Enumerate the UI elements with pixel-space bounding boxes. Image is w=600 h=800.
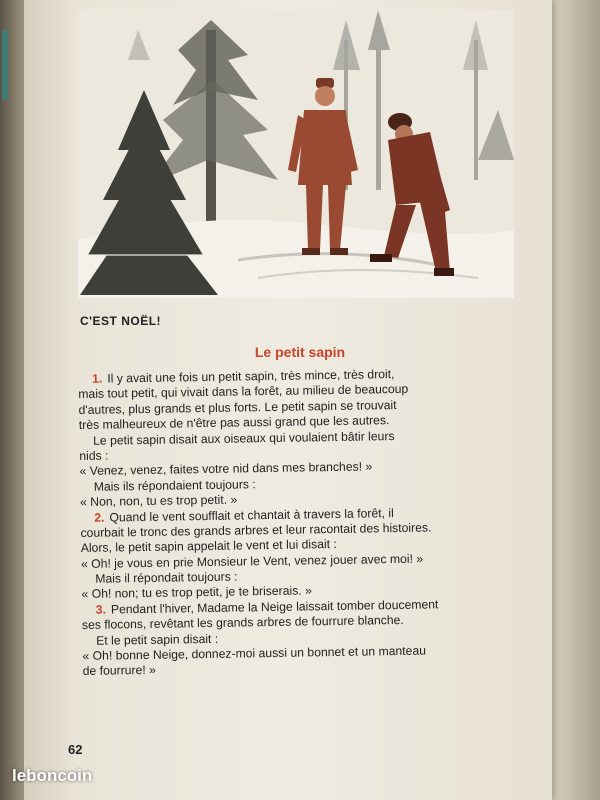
line-text: très malheureux de n'être pas aussi grand que les autres. (78, 413, 390, 433)
line-text: « Non, non, tu es trop petit. » (79, 492, 238, 510)
line-text: nids : (79, 448, 109, 463)
line-text: de fourrure! » (82, 663, 156, 679)
cover-tab (2, 30, 8, 100)
paragraph-number: 1. (91, 371, 103, 386)
line-text: d'autres, plus grands et plus forts. Le petit sapin se trouvait (78, 397, 397, 417)
section-heading: C'EST NOËL! (80, 314, 162, 328)
line-text: Alors, le petit sapin appelait le vent et lui disait : (80, 537, 337, 556)
line-text: Mais il répondait toujours : (95, 569, 238, 586)
paragraph-number: 2. (94, 510, 105, 525)
line-text: « Oh! je vous en prie Monsieur le Vent, venez jouer avec moi! » (80, 551, 424, 571)
story-title: Le petit sapin (254, 344, 346, 360)
snowy-forest-illustration (78, 10, 514, 298)
line-text: Le petit sapin disait aux oiseaux qui voulaient bâtir leurs (92, 428, 395, 448)
line-text: mais tout petit, qui vivait dans la forêt, au milieu de beaucoup (78, 382, 409, 402)
line-text: « Oh! bonne Neige, donnez-moi aussi un bonnet et un manteau (82, 643, 427, 663)
line-text: « Venez, venez, faites votre nid dans mes branches! » (79, 459, 373, 479)
line-text: Pendant l'hiver, Madame la Neige laissait tomber doucement (110, 597, 439, 617)
story-text (78, 365, 543, 680)
leboncoin-watermark: leboncoin (12, 766, 93, 785)
page-number: 62 (68, 742, 83, 757)
line-text: courbait le tronc des grands arbres et leur racontait des histoires. (80, 520, 432, 540)
line-text: ses flocons, revêtant les grands arbres de fourrure blanche. (81, 613, 404, 633)
line-text: Quand le vent soufflait et chantait à travers la forêt, il (109, 505, 394, 525)
line-text: « Oh! non; tu es trop petit, je te briserais. » (81, 583, 312, 602)
line-text: Il y avait une fois un petit sapin, très mince, très droit, (107, 367, 395, 386)
line-text: Et le petit sapin disait : (96, 631, 219, 648)
line-text: Mais ils répondaient toujours : (93, 476, 256, 494)
paragraph-number: 3. (95, 602, 107, 617)
